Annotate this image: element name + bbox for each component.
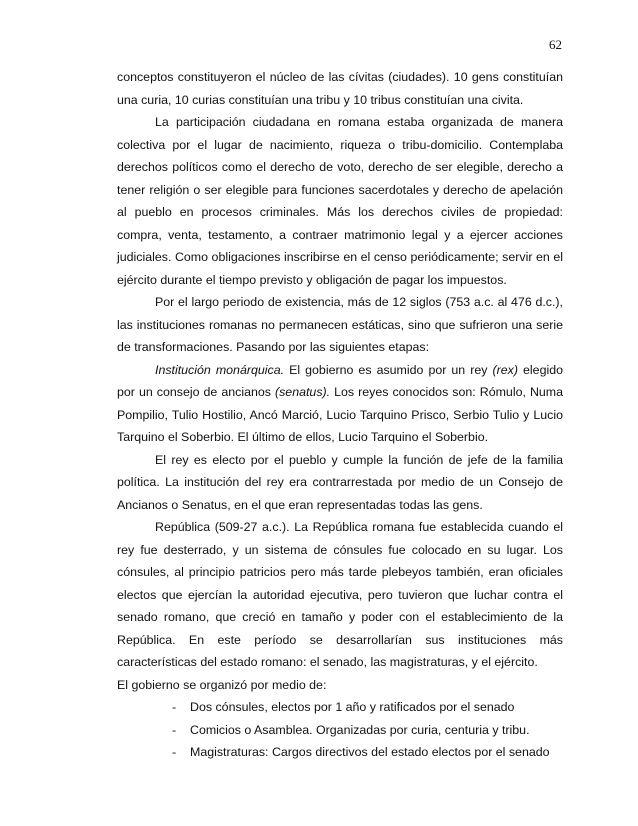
list-item-text: Comicios o Asamblea. Organizadas por curia, centuria y tribu. (190, 722, 530, 737)
list-item-text: Dos cónsules, electos por 1 año y ratificados por el senado (190, 700, 515, 714)
paragraph-continuation: conceptos constituyeron el núcleo de las cívitas (ciudades). 10 gens constituían una curia, 10 curias constituían una tribu y 10 tribus constituían una civita. (117, 70, 563, 107)
list-item (117, 696, 563, 719)
paragraph-monarquica (117, 359, 563, 449)
dash-marker: - (172, 722, 177, 737)
paragraph-monarquica-text-b: elegido por un consejo de ancianos (117, 362, 563, 399)
page-body (117, 66, 563, 764)
dash-marker: - (172, 745, 177, 759)
heading-institucion-monarquica: Institución monárquica. (155, 362, 285, 377)
list-item-text: Magistraturas: Cargos directivos del estado electos por el senado (190, 745, 550, 759)
government-list (117, 696, 563, 764)
term-senatus: (senatus). (274, 385, 331, 399)
dash-marker: - (172, 700, 177, 714)
list-item (117, 719, 563, 742)
page-number: 62 (549, 37, 562, 52)
paragraph-monarquica-text-c: Los reyes conocidos son: Rómulo, Numa Pompilio, Tulio Hostilio, Ancó Marció, Lucio Tarquino Prisco, Serbio Tulio y Lucio Tarquino el Soberbio. El último de ellos, Lucio Tarquino el Soberbio. (117, 385, 563, 444)
paragraph-rey-electo: El rey es electo por el pueblo y cumple la función de jefe de la familia política. La institución del rey era contrarrestada por medio de un Consejo de Ancianos o Senatus, en el que eran representadas todas las gens. (117, 452, 563, 512)
paragraph-republica: República (509-27 a.c.). La República romana fue establecida cuando el rey fue desterrado, y un sistema de cónsules fue colocado en su lugar. Los cónsules, al principio patricios pero más tarde plebeyos también, eran oficiales electos que ejercían la autoridad ejecutiva, pero tuvieron que luchar contra el senado romano, que creció en tamaño y poder con el establecimiento de la República. En este período se desarrollarían sus instituciones más características del estado romano: el senado, las magistraturas, y el ejército. (117, 520, 563, 669)
term-rex: (rex) (492, 362, 518, 377)
paragraph-monarquica-text-a: El gobierno es asumido por un rey (284, 362, 493, 377)
paragraph-participacion: La participación ciudadana en romana estaba organizada de manera colectiva por el lugar de nacimiento, riqueza o tribu-domicilio. Contemplaba derechos políticos como el derecho de voto, derecho de ser elegible, derecho a tener religión o ser elegible para funciones sacerdotales y derecho de apelación al pueblo en procesos criminales. Más los derechos civiles de propiedad: compra, venta, testamento, a contraer matrimonio legal y a ejercer acciones judiciales. Como obligaciones inscribirse en el censo periódicamente; servir en el ejército durante el tiempo previsto y obligación de pagar los impuestos. (117, 115, 563, 287)
paragraph-gobierno-organizado: El gobierno se organizó por medio de: (117, 677, 327, 692)
paragraph-periodo: Por el largo periodo de existencia, más de 12 siglos (753 a.c. al 476 d.c.), las instituciones romanas no permanecen estáticas, sino que sufrieron una serie de transformaciones. Pasando por las siguientes etapas: (117, 295, 563, 354)
list-item (117, 741, 563, 764)
